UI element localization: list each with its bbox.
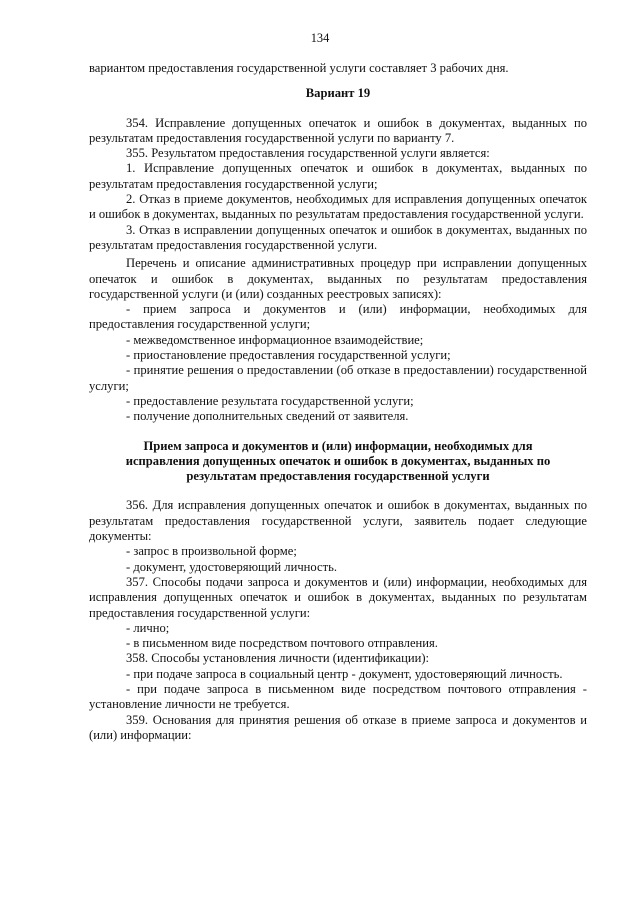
section-title: Прием запроса и документов и (или) информации, необходимых для исправления допущенных опечаток и ошибок в документах, выданных по результатам предоставления государственной услуги [125,438,551,484]
result-item-1: 1. Исправление допущенных опечаток и ошибок в документах, выданных по результатам предоставления государственной услуги; [89,161,587,191]
identification-item: - при подаче запроса в социальный центр - документ, удостоверяющий личность. [126,666,563,681]
procedure-item: - межведомственное информационное взаимодействие; [126,332,424,347]
paragraph-359: 359. Основания для принятия решения об отказе в приеме запроса и документов и (или) информации: [89,712,587,742]
method-item: - лично; [126,620,170,635]
result-item-2: 2. Отказ в приеме документов, необходимых для исправления допущенных опечаток и ошибок в документах, выданных по результатам предоставления государственной услуги. [89,192,587,222]
page-content [89,61,587,743]
procedure-item: - принятие решения о предоставлении (об отказе в предоставлении) государственной услуги; [89,363,587,393]
paragraph-356: 356. Для исправления допущенных опечаток и ошибок в документах, выданных по результатам предоставления государственной услуги, заявитель подает следующие документы: [89,498,587,544]
paragraph-354: 354. Исправление допущенных опечаток и ошибок в документах, выданных по результатам предоставления государственной услуги по варианту 7. [89,115,587,145]
identification-item: - при подаче запроса в письменном виде посредством почтового отправления - установление личности не требуется. [89,681,587,712]
procedure-item: - получение дополнительных сведений от заявителя. [126,409,409,424]
paragraph-357: 357. Способы подачи запроса и документов и (или) информации, необходимых для исправления допущенных опечаток и ошибок в документах, выданных по результатам предоставления государственной услуги: [89,574,587,620]
intro-paragraph: вариантом предоставления государственной услуги составляет 3 рабочих дня. [89,61,509,75]
method-item: - в письменном виде посредством почтового отправления. [126,636,438,651]
paragraph-355: 355. Результатом предоставления государственной услуги является: [126,146,490,161]
procedure-item: - предоставление результата государственной услуги; [126,393,414,408]
procedure-item: - приостановление предоставления государственной услуги; [126,348,451,363]
procedure-item: - прием запроса и документов и (или) информации, необходимых для предоставления государственной услуги; [89,302,587,332]
variant-title: Вариант 19 [305,86,371,101]
result-item-3: 3. Отказ в исправлении допущенных опечаток и ошибок в документах, выданных по результатам предоставления государственной услуги. [89,222,587,252]
page-number: 134 [310,31,330,45]
document-item: - документ, удостоверяющий личность. [126,559,337,574]
document-item: - запрос в произвольной форме; [126,544,297,559]
paragraph-358: 358. Способы установления личности (идентификации): [126,651,430,666]
procedures-intro: Перечень и описание административных процедур при исправлении допущенных опечаток и ошибок в документах, выданных по результатам предоставления государственной услуги (и (или) созданных реестровых записях): [89,256,587,301]
